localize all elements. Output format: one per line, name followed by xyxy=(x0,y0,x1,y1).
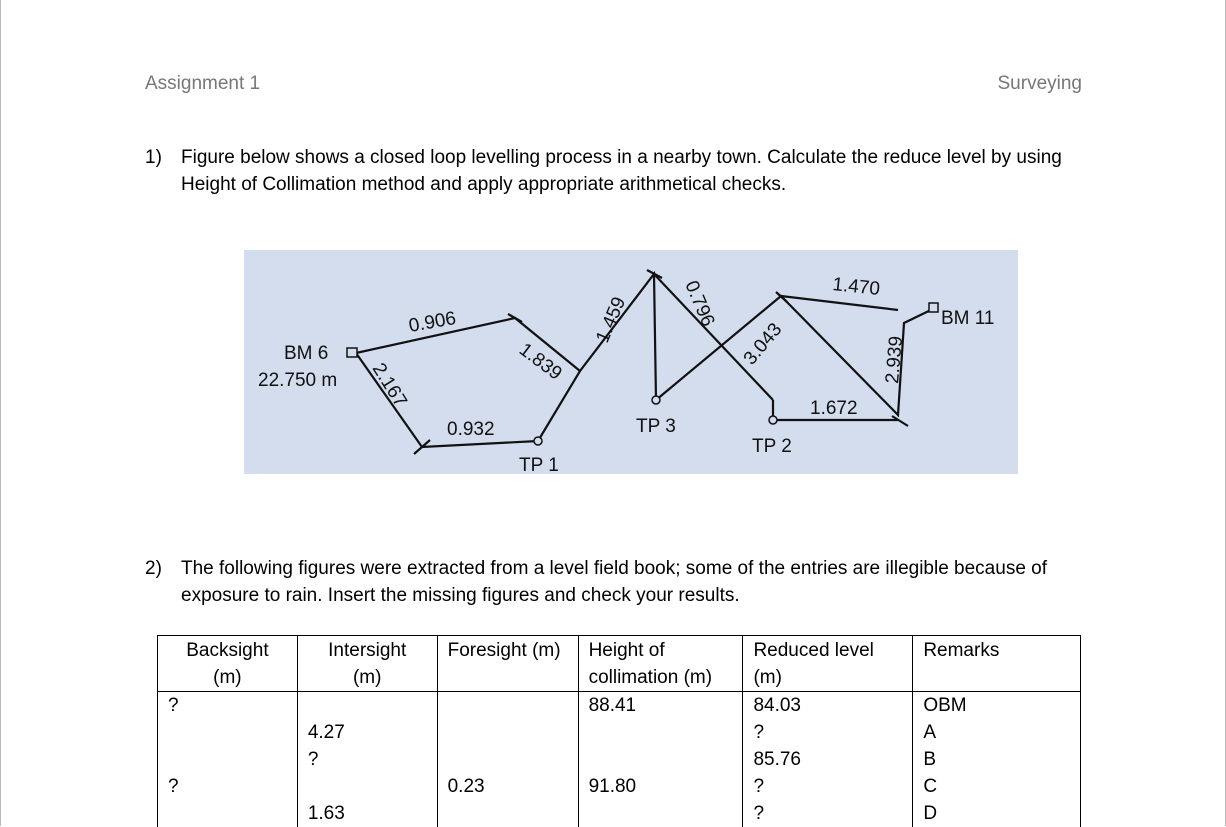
cell-remarks: OBM xyxy=(913,692,1081,720)
table-row xyxy=(158,692,1081,720)
cell-remarks: B xyxy=(913,746,1081,773)
question-2-number: 2) xyxy=(145,558,162,579)
cell-intersight: 4.27 xyxy=(297,719,437,746)
header-intersight: Intersight (m) xyxy=(297,636,437,692)
cell-backsight xyxy=(158,800,298,827)
cell-intersight xyxy=(297,692,437,720)
cell-height-of-collimation: 88.41 xyxy=(578,692,743,720)
reading-2167: 2.167 xyxy=(367,359,411,411)
tp1-marker xyxy=(534,437,542,445)
bm6-level: 22.750 m xyxy=(258,370,338,391)
bm6-label: BM 6 xyxy=(284,343,329,364)
cell-intersight: 1.63 xyxy=(297,800,437,827)
header-height-of-collimation: Height of collimation (m) xyxy=(578,636,743,692)
cell-intersight: ? xyxy=(297,746,437,773)
cell-remarks: C xyxy=(913,773,1081,800)
header-remarks: Remarks xyxy=(913,636,1081,692)
cell-foresight: 0.23 xyxy=(437,773,578,800)
reading-1470: 1.470 xyxy=(831,274,881,300)
tp3-label: TP 3 xyxy=(636,416,676,437)
header-reduced-level: Reduced level (m) xyxy=(743,636,913,692)
loop-path-top-right xyxy=(781,296,898,310)
cell-foresight xyxy=(437,800,578,827)
cell-reduced-level: 85.76 xyxy=(743,746,913,773)
reading-0906: 0.906 xyxy=(407,307,458,337)
question-1 xyxy=(145,144,1090,198)
cell-reduced-level: 84.03 xyxy=(743,692,913,720)
tp1-label: TP 1 xyxy=(519,455,559,474)
question-2-text: The following figures were extracted from a level field book; some of the entries are illegible because of exposure to rain. Insert the missing figures and check your results. xyxy=(181,558,1048,606)
cell-reduced-level: ? xyxy=(743,773,913,800)
reading-0796: 0.796 xyxy=(680,277,719,330)
levelling-loop-diagram xyxy=(244,250,1018,474)
tp2-marker xyxy=(769,416,777,424)
table-row xyxy=(158,773,1081,800)
bm11-marker xyxy=(929,303,938,312)
table-header-row xyxy=(158,636,1081,692)
header-backsight: Backsight (m) xyxy=(158,636,298,692)
cell-height-of-collimation xyxy=(578,719,743,746)
header-foresight: Foresight (m) xyxy=(437,636,578,692)
question-2 xyxy=(145,555,1090,609)
tp3-marker xyxy=(652,396,660,404)
table-row xyxy=(158,800,1081,827)
cell-backsight xyxy=(158,746,298,773)
reading-1459: 1.459 xyxy=(592,293,631,346)
cell-reduced-level: ? xyxy=(743,800,913,827)
cell-remarks: D xyxy=(913,800,1081,827)
header-right: Surveying xyxy=(997,73,1082,94)
table-row xyxy=(158,719,1081,746)
cell-height-of-collimation xyxy=(578,746,743,773)
cell-intersight xyxy=(297,773,437,800)
reading-1839: 1.839 xyxy=(514,339,566,385)
cell-remarks: A xyxy=(913,719,1081,746)
reading-0932: 0.932 xyxy=(447,419,495,440)
bm11-label: BM 11 xyxy=(941,308,995,329)
cell-reduced-level: ? xyxy=(743,719,913,746)
cell-backsight xyxy=(158,719,298,746)
question-1-number: 1) xyxy=(145,147,162,168)
cell-foresight xyxy=(437,719,578,746)
cell-foresight xyxy=(437,692,578,720)
level-field-book-table xyxy=(157,635,1081,827)
cell-height-of-collimation: 91.80 xyxy=(578,773,743,800)
bm6-marker xyxy=(347,348,357,357)
reading-2939: 2.939 xyxy=(882,335,908,385)
page-border-left xyxy=(0,0,1,826)
cell-foresight xyxy=(437,746,578,773)
cell-backsight: ? xyxy=(158,692,298,720)
tp2-label: TP 2 xyxy=(752,436,792,457)
table-row xyxy=(158,746,1081,773)
question-1-text: Figure below shows a closed loop levelling process in a nearby town. Calculate the reduce level by using Height of Collimation method and apply appropriate arithmetical checks. xyxy=(181,147,1062,195)
cell-backsight: ? xyxy=(158,773,298,800)
levelling-loop-figure xyxy=(244,250,1018,474)
reading-1672: 1.672 xyxy=(810,398,858,419)
cell-height-of-collimation xyxy=(578,800,743,827)
header-left: Assignment 1 xyxy=(145,73,261,94)
reading-3043: 3.043 xyxy=(739,319,787,370)
